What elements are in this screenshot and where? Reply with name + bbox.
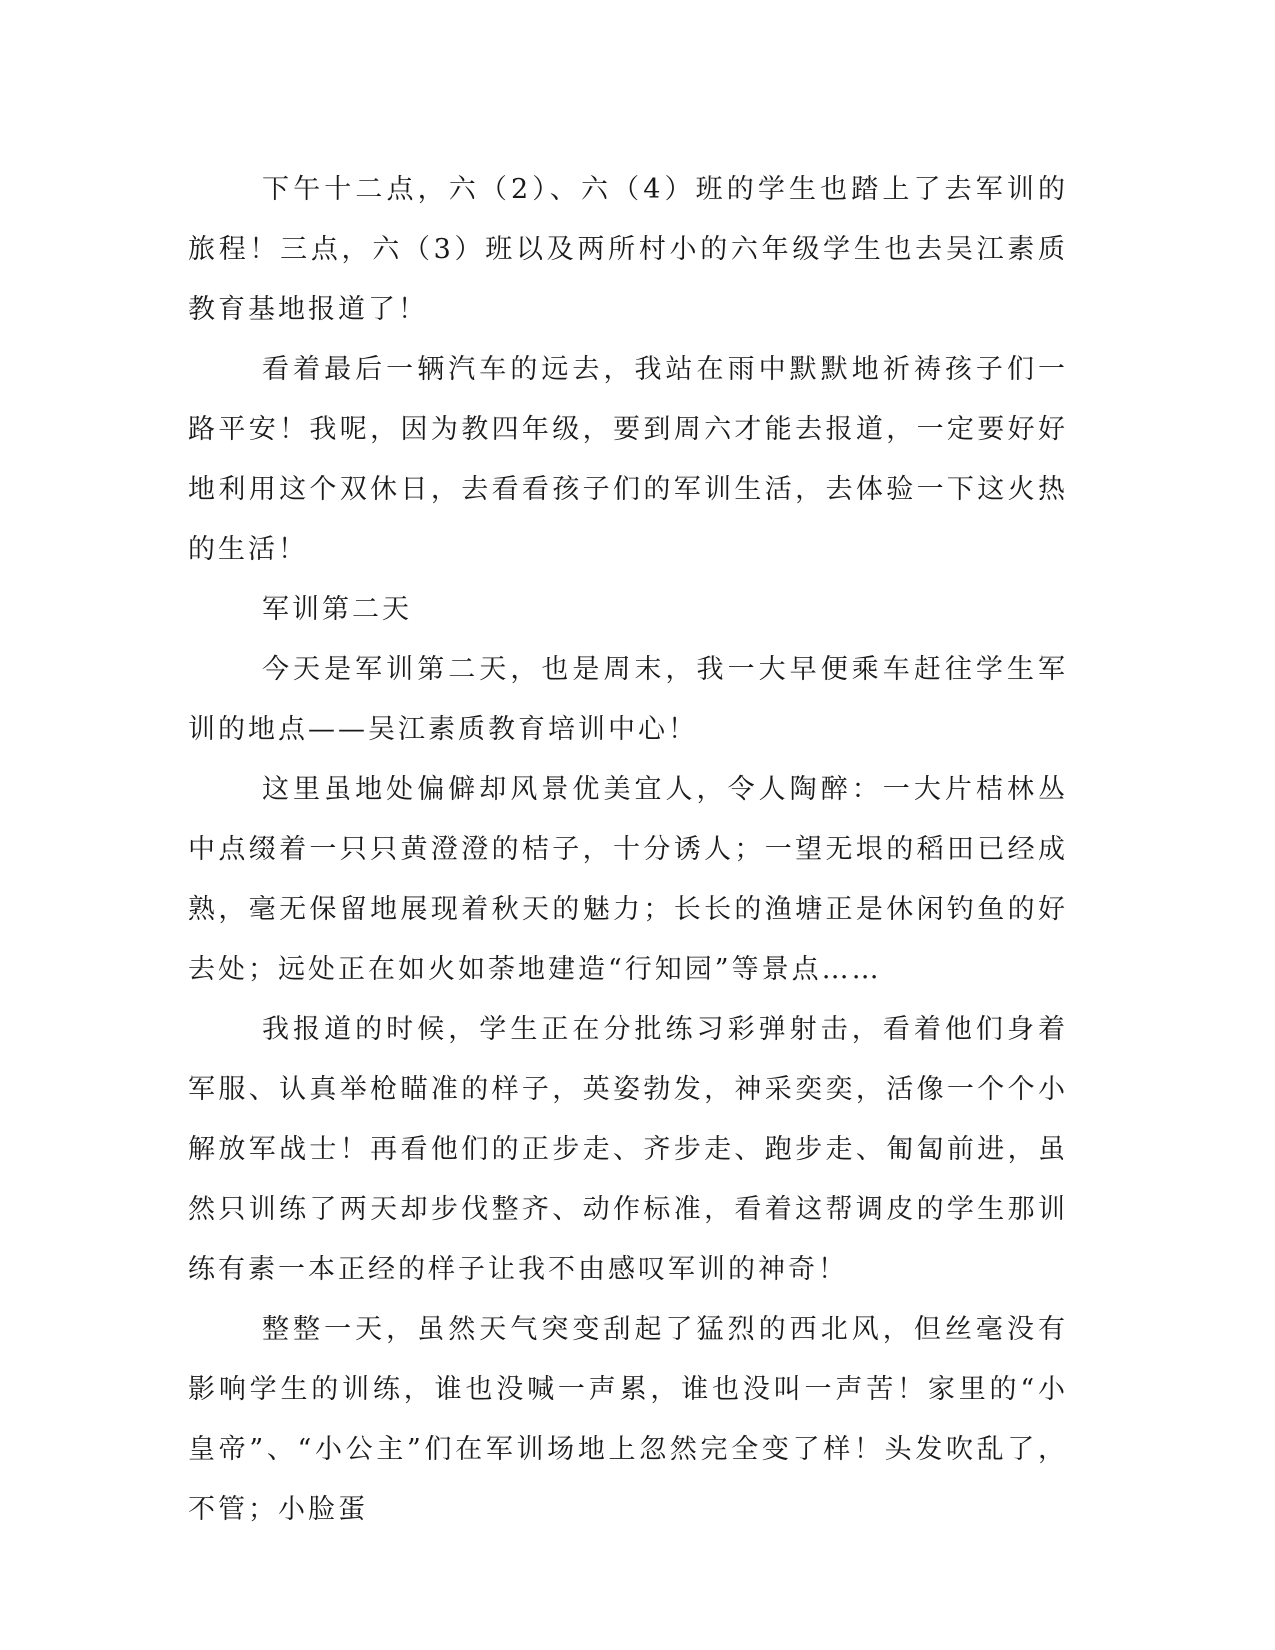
document-body: [188, 160, 1068, 1540]
paragraph-scenery: 这里虽地处偏僻却风景优美宜人，令人陶醉：一大片桔林丛中点缀着一只只黄澄澄的桔子，十分诱人；一望无垠的稻田已经成熟，毫无保留地展现着秋天的魅力；长长的渔塘正是休闲钓鱼的好去处；远处正在如火如荼地建造“行知园”等景点……: [188, 774, 1068, 985]
paragraph-afternoon-departure: 下午十二点，六（2）、六（4）班的学生也踏上了去军训的旅程！三点，六（3）班以及两所村小的六年级学生也去吴江素质教育基地报道了！: [188, 174, 1068, 325]
paragraph-last-bus: 看着最后一辆汽车的远去，我站在雨中默默地祈祷孩子们一路平安！我呢，因为教四年级，要到周六才能去报道，一定要好好地利用这个双休日，去看看孩子们的军训生活，去体验一下这火热的生活！: [188, 354, 1068, 565]
paragraph-day-two-intro: 今天是军训第二天，也是周末，我一大早便乘车赶往学生军训的地点——吴江素质教育培训中心！: [188, 654, 1068, 745]
paragraph-whole-day: 整整一天，虽然天气突变刮起了猛烈的西北风，但丝毫没有影响学生的训练，谁也没喊一声累，谁也没叫一声苦！家里的“小皇帝”、“小公主”们在军训场地上忽然完全变了样！头发吹乱了，不管；小脸蛋: [188, 1314, 1068, 1525]
paragraph-training: 我报道的时候，学生正在分批练习彩弹射击，看着他们身着军服、认真举枪瞄准的样子，英姿勃发，神采奕奕，活像一个个小解放军战士！再看他们的正步走、齐步走、跑步走、匍匐前进，虽然只训练了两天却步伐整齐、动作标准，看着这帮调皮的学生那训练有素一本正经的样子让我不由感叹军训的神奇！: [188, 1014, 1068, 1285]
section-heading-day-two: 军训第二天: [262, 594, 412, 625]
